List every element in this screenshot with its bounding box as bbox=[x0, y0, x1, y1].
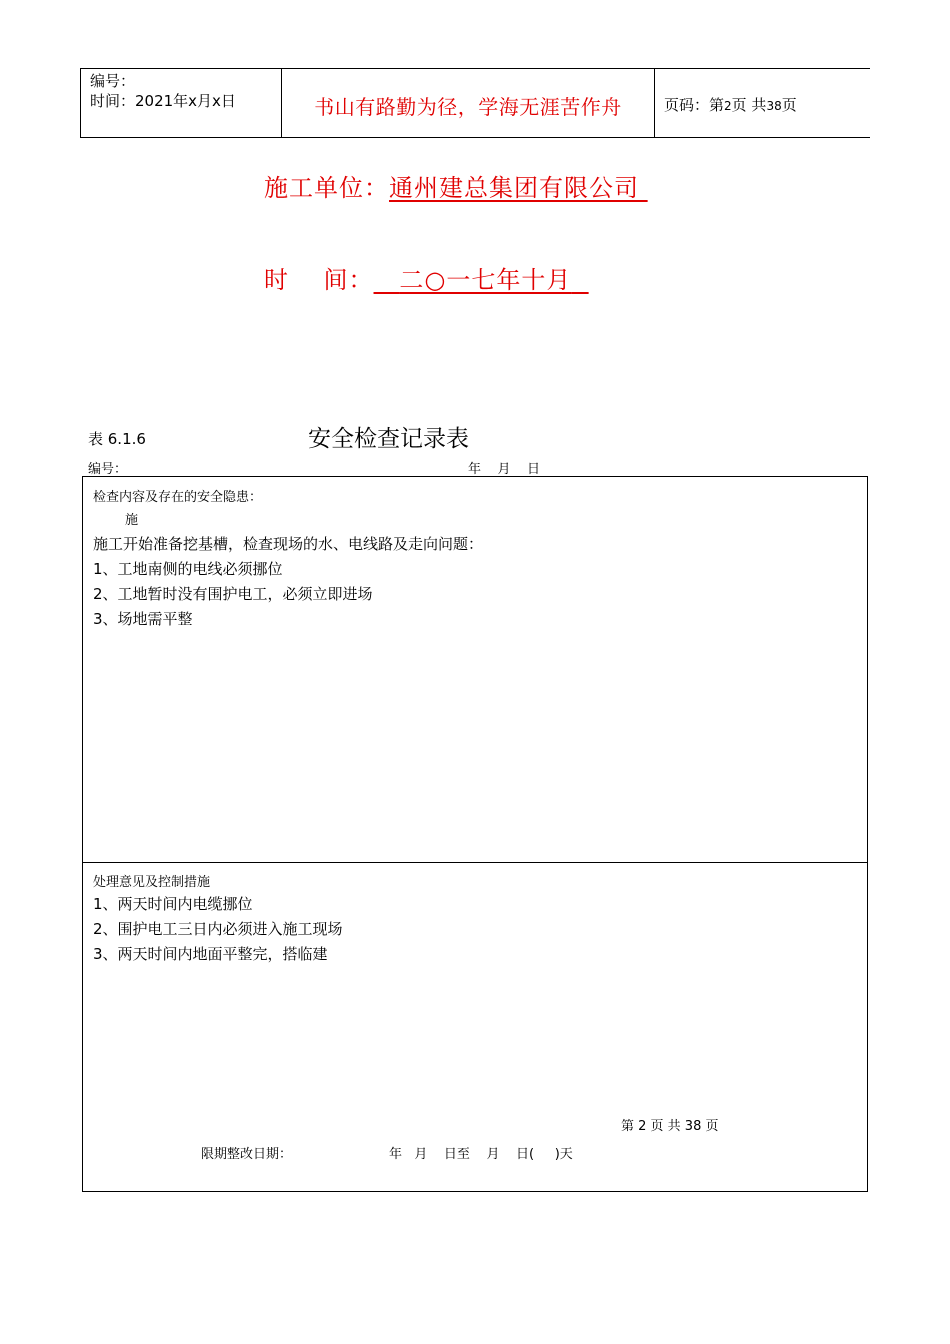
construction-unit-line bbox=[264, 168, 648, 203]
form-serial-label: 编号： bbox=[88, 462, 128, 477]
inspection-item-2: 2、工地暂时没有围护电工，必须立即进场 bbox=[93, 585, 373, 603]
section-divider bbox=[83, 862, 867, 863]
page-footer: 第 2 页 共 38 页 bbox=[621, 1119, 719, 1134]
page-prefix: 页码：第 bbox=[664, 96, 725, 114]
inspection-heading: 检查内容及存在的安全隐患： bbox=[93, 490, 263, 505]
stray-character: 施 bbox=[125, 513, 139, 528]
cover-time-line bbox=[264, 260, 589, 295]
header-serial-label: 编号： bbox=[90, 72, 136, 90]
header-page-code bbox=[664, 94, 797, 115]
measures-item-1: 1、两天时间内电缆挪位 bbox=[93, 895, 253, 913]
header-meta bbox=[90, 71, 236, 111]
page-number: 2 bbox=[724, 99, 732, 113]
header-motto: 书山有路勤为径，学海无涯苦作舟 bbox=[314, 95, 622, 119]
measures-heading: 处理意见及控制措施 bbox=[93, 875, 211, 890]
header-time-label: 时间：2021年x月x日 bbox=[90, 92, 236, 110]
cover-time-value: 二○一七年十月 bbox=[399, 266, 572, 294]
inspection-item-1: 1、工地南侧的电线必须挪位 bbox=[93, 560, 283, 578]
deadline-label: 限期整改日期： bbox=[201, 1147, 293, 1162]
form-title: 安全检查记录表 bbox=[308, 426, 469, 452]
construction-unit-value: 通州建总集团有限公司 bbox=[389, 174, 639, 202]
form-date-label: 年 月 日 bbox=[468, 462, 541, 477]
inspection-intro: 施工开始准备挖基槽，检查现场的水、电线路及走向问题： bbox=[93, 535, 484, 553]
page-suffix: 页 bbox=[781, 96, 797, 114]
page-total: 38 bbox=[766, 99, 782, 113]
construction-unit-label: 施工单位： bbox=[264, 174, 389, 202]
table-number: 表 6.1.6 bbox=[88, 430, 146, 448]
inspection-form bbox=[82, 476, 868, 1192]
measures-item-3: 3、两天时间内地面平整完，搭临建 bbox=[93, 945, 328, 963]
header-left-border bbox=[80, 69, 81, 137]
measures-item-2: 2、围护电工三日内必须进入施工现场 bbox=[93, 920, 343, 938]
page-mid: 页 共 bbox=[731, 96, 767, 114]
header-table bbox=[80, 68, 870, 138]
inspection-item-3: 3、场地需平整 bbox=[93, 610, 193, 628]
deadline-value: 年 月 日至 月 日( )天 bbox=[389, 1147, 573, 1162]
cover-time-label: 时 间： bbox=[264, 266, 374, 294]
header-divider-2 bbox=[654, 69, 655, 137]
